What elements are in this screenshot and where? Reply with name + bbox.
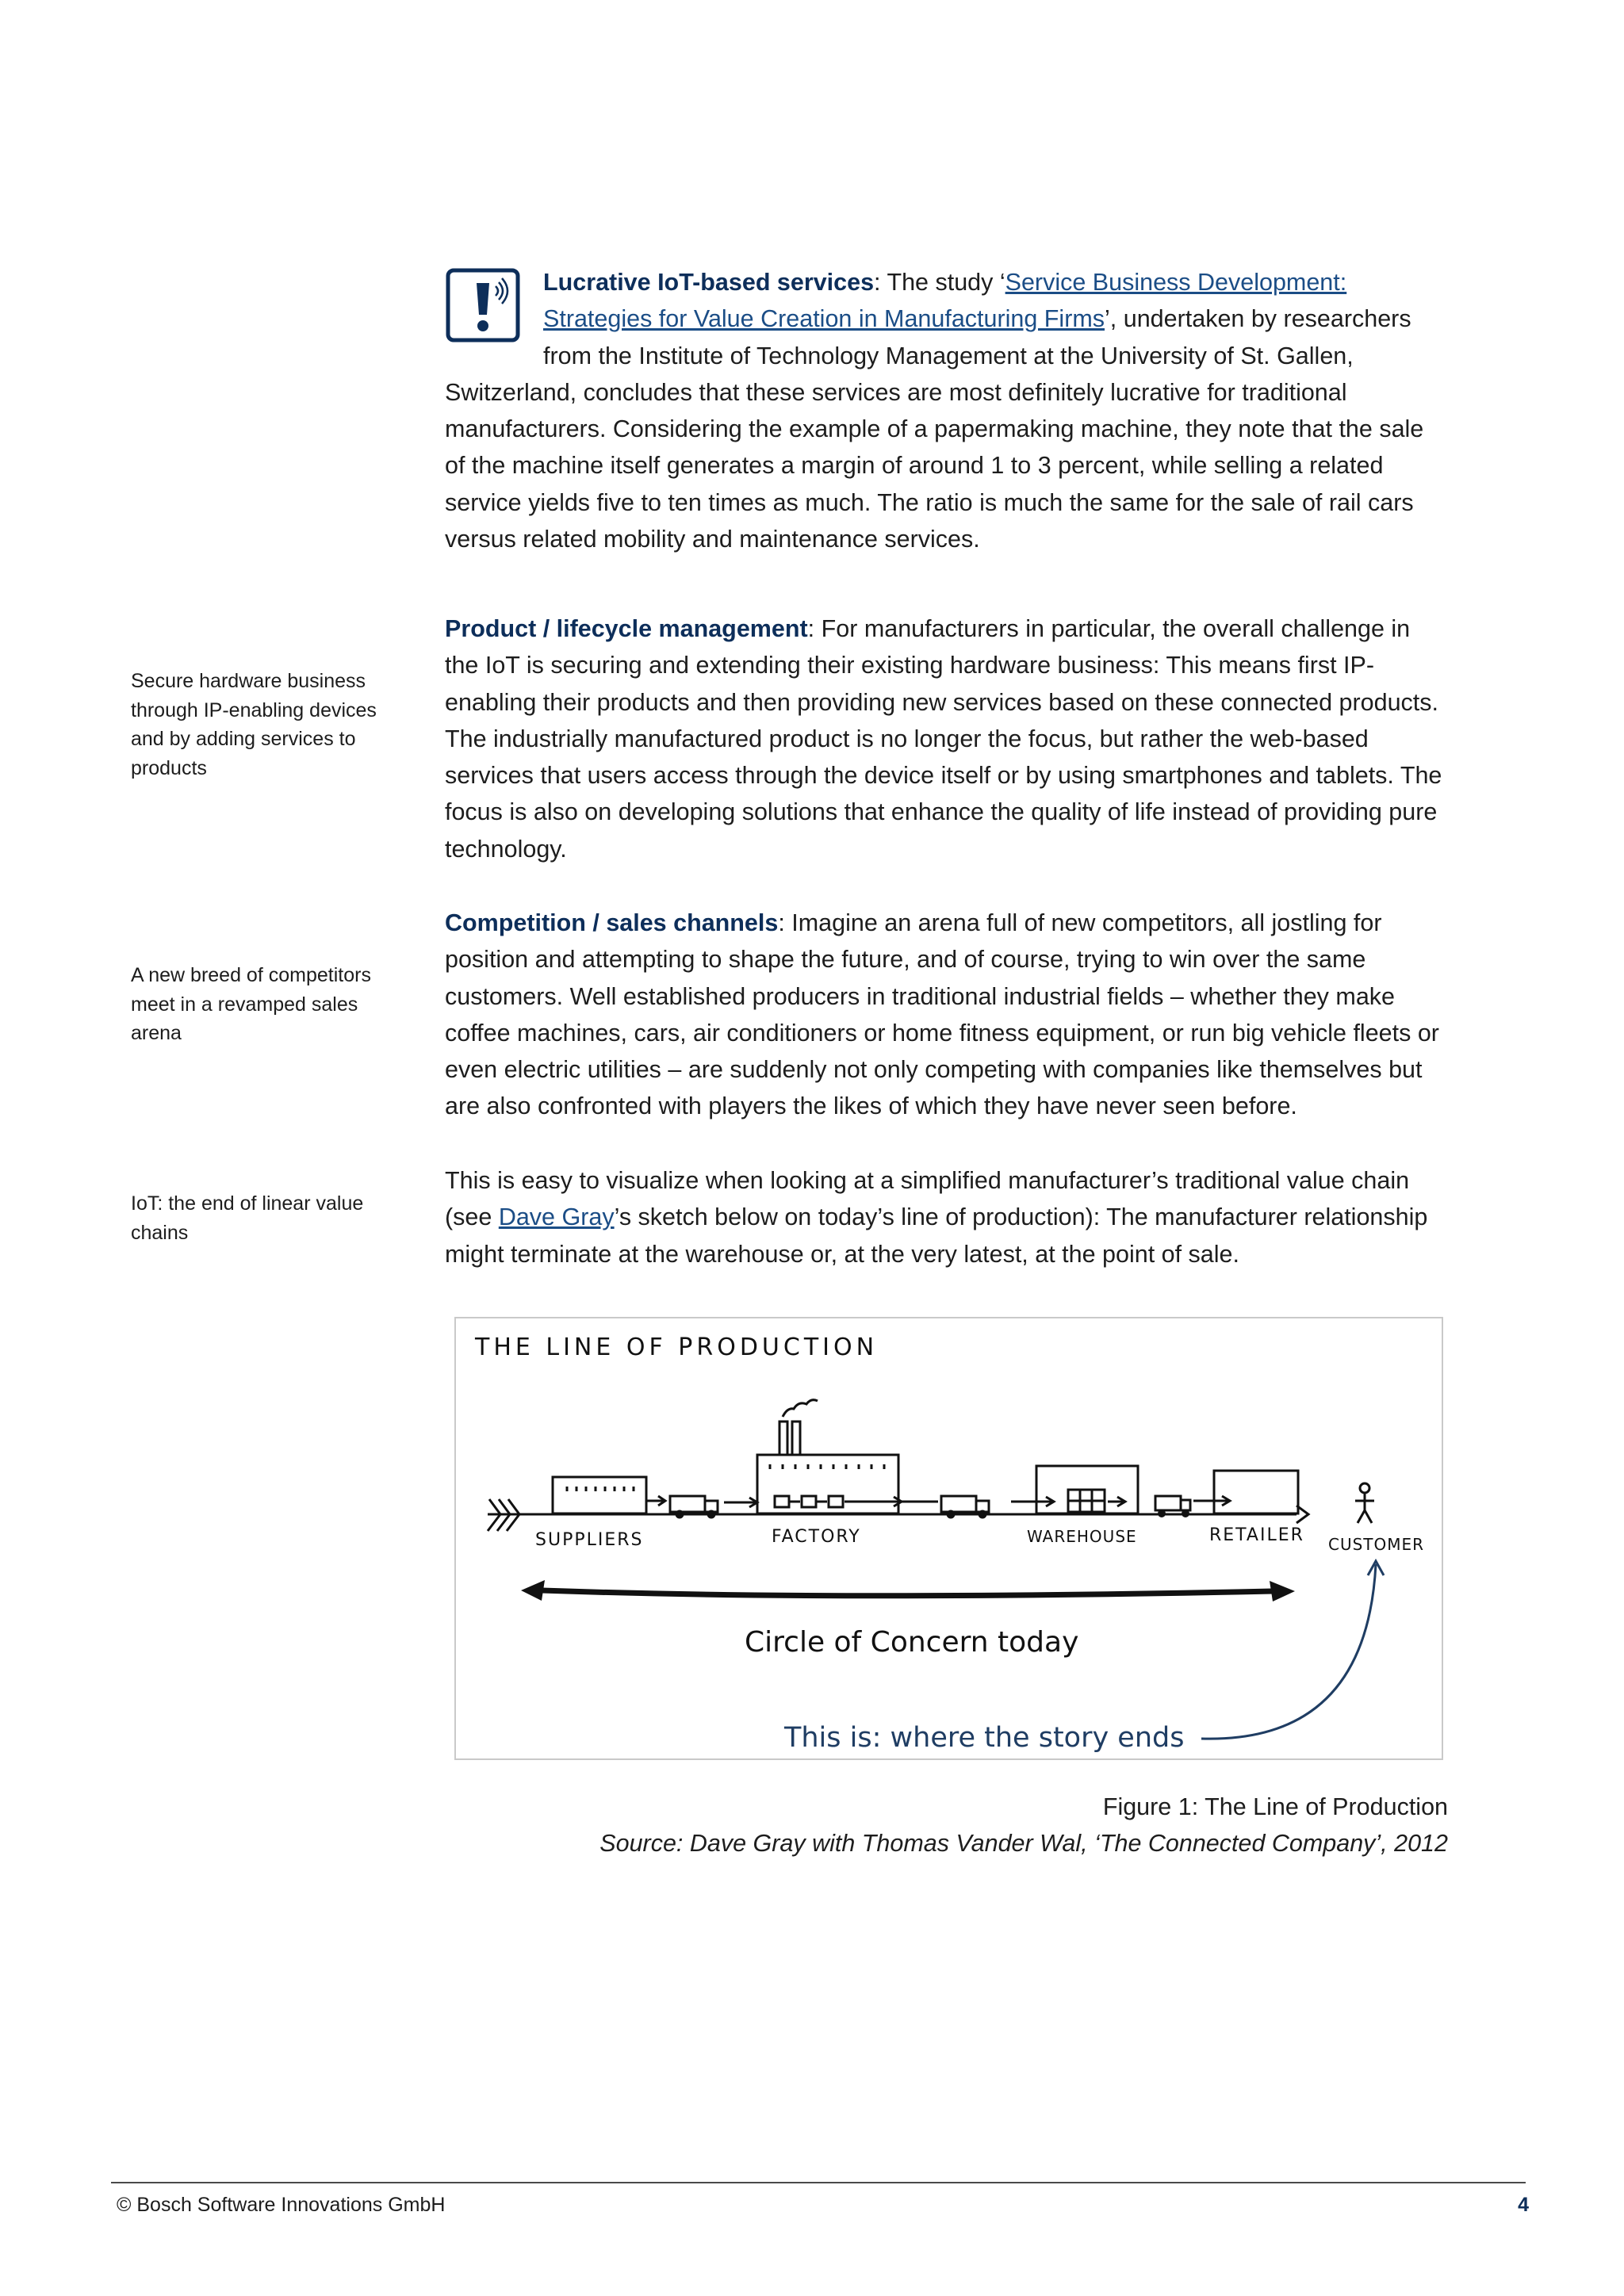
visualize-text-1: This is easy to visualize when looking at a simplified manufacturer’s traditional value chain (see [445, 1167, 1410, 1231]
circle-of-concern-text: Circle of Concern today [745, 1626, 1079, 1659]
lifecycle-section [445, 610, 1448, 867]
double-arrow-icon [521, 1580, 1295, 1601]
visualize-section [445, 1162, 1448, 1272]
customer-figure-icon [1355, 1483, 1374, 1523]
figure-source: Source: Dave Gray with Thomas Vander Wal, ‘The Connected Company’, 2012 [599, 1830, 1448, 1857]
notice-paragraph [445, 264, 1448, 557]
notice-lead: Lucrative IoT-based services [543, 269, 875, 296]
study-link[interactable]: Service Business Development: Strategies for Value Creation in Manufacturing Firms [543, 269, 1347, 333]
lifecycle-lead: Product / lifecycle management [445, 615, 808, 642]
story-ends-text: This is: where the story ends [784, 1722, 1185, 1754]
notice-block [445, 264, 1448, 557]
footer-rule [111, 2182, 1526, 2183]
label-retailer: RETAILER [1209, 1525, 1304, 1545]
label-factory: FACTORY [772, 1527, 861, 1547]
competition-text: : Imagine an arena full of new competitors, all jostling for position and attempting to shape the future, and of course, trying to win over the same customers. Well established producers in traditional industrial fields – whether they make coffee machines, cars, air conditioners or home fitness equipment, or run big vehicle fleets or even electric utilities – are suddenly not only competing with companies like themselves but are also confronted with players the likes of which they have never seen before. [445, 909, 1439, 1120]
line-of-production-sketch [454, 1317, 1443, 1760]
lifecycle-paragraph [445, 610, 1448, 867]
dave-gray-link[interactable]: Dave Gray [498, 1203, 615, 1231]
label-customer: CUSTOMER [1328, 1535, 1425, 1554]
label-warehouse: WAREHOUSE [1027, 1527, 1137, 1546]
sketch-drawing [456, 1318, 1442, 1758]
exclamation-signal-icon [445, 267, 521, 343]
visualize-paragraph [445, 1162, 1448, 1272]
margin-note-competitors: A new breed of competitors meet in a revamped sales arena [131, 964, 371, 1044]
footer-copyright: © Bosch Software Innovations GmbH [117, 2194, 446, 2216]
margin-note-value-chains: IoT: the end of linear value chains [131, 1192, 364, 1244]
page-number: 4 [1518, 2194, 1529, 2216]
competition-lead: Competition / sales channels [445, 909, 779, 936]
notice-text-1: : The study ‘ [874, 269, 1005, 296]
lifecycle-text: : For manufacturers in particular, the overall challenge in the IoT is securing and extending their existing hardware business: This means first IP-enabling their products and then providing new services based on these connected products. The industrially manufactured product is no longer the focus, but rather the web-based services that users access through the device itself or by using smartphones and tablets. The focus is also on developing solutions that enhance the quality of life instead of providing pure technology. [445, 615, 1442, 863]
warehouse-building-icon [1011, 1466, 1138, 1513]
notice-text-2: ’, undertaken by researchers from the Institute of Technology Management at the University of St. Gallen, Switzerland, concludes that these services are most definitely lucrative for traditional manufacturers. Considering the example of a papermaking machine, they note that the sale of the machine itself generates a margin of around 1 to 3 percent, while selling a related service yields five to ten times as much. The ratio is much the same for the sale of rail cars versus related mobility and maintenance services. [445, 305, 1424, 553]
sketch-title: THE LINE OF PRODUCTION [475, 1334, 879, 1361]
figure-caption: Figure 1: The Line of Production [1102, 1793, 1448, 1820]
curved-arrow-icon [1201, 1561, 1384, 1739]
label-suppliers: SUPPLIERS [535, 1530, 644, 1550]
competition-paragraph [445, 905, 1448, 1125]
margin-note-hardware: Secure hardware business through IP-enabling devices and by adding services to products [131, 670, 377, 779]
retailer-building-icon [1193, 1471, 1298, 1513]
suppliers-building-icon [553, 1477, 665, 1513]
factory-building-icon [724, 1400, 902, 1513]
competition-section [445, 905, 1448, 1125]
visualize-text-2: ’s sketch below on today’s line of production): The manufacturer relationship might terminate at the warehouse or, at the very latest, at the point of sale. [445, 1203, 1428, 1268]
